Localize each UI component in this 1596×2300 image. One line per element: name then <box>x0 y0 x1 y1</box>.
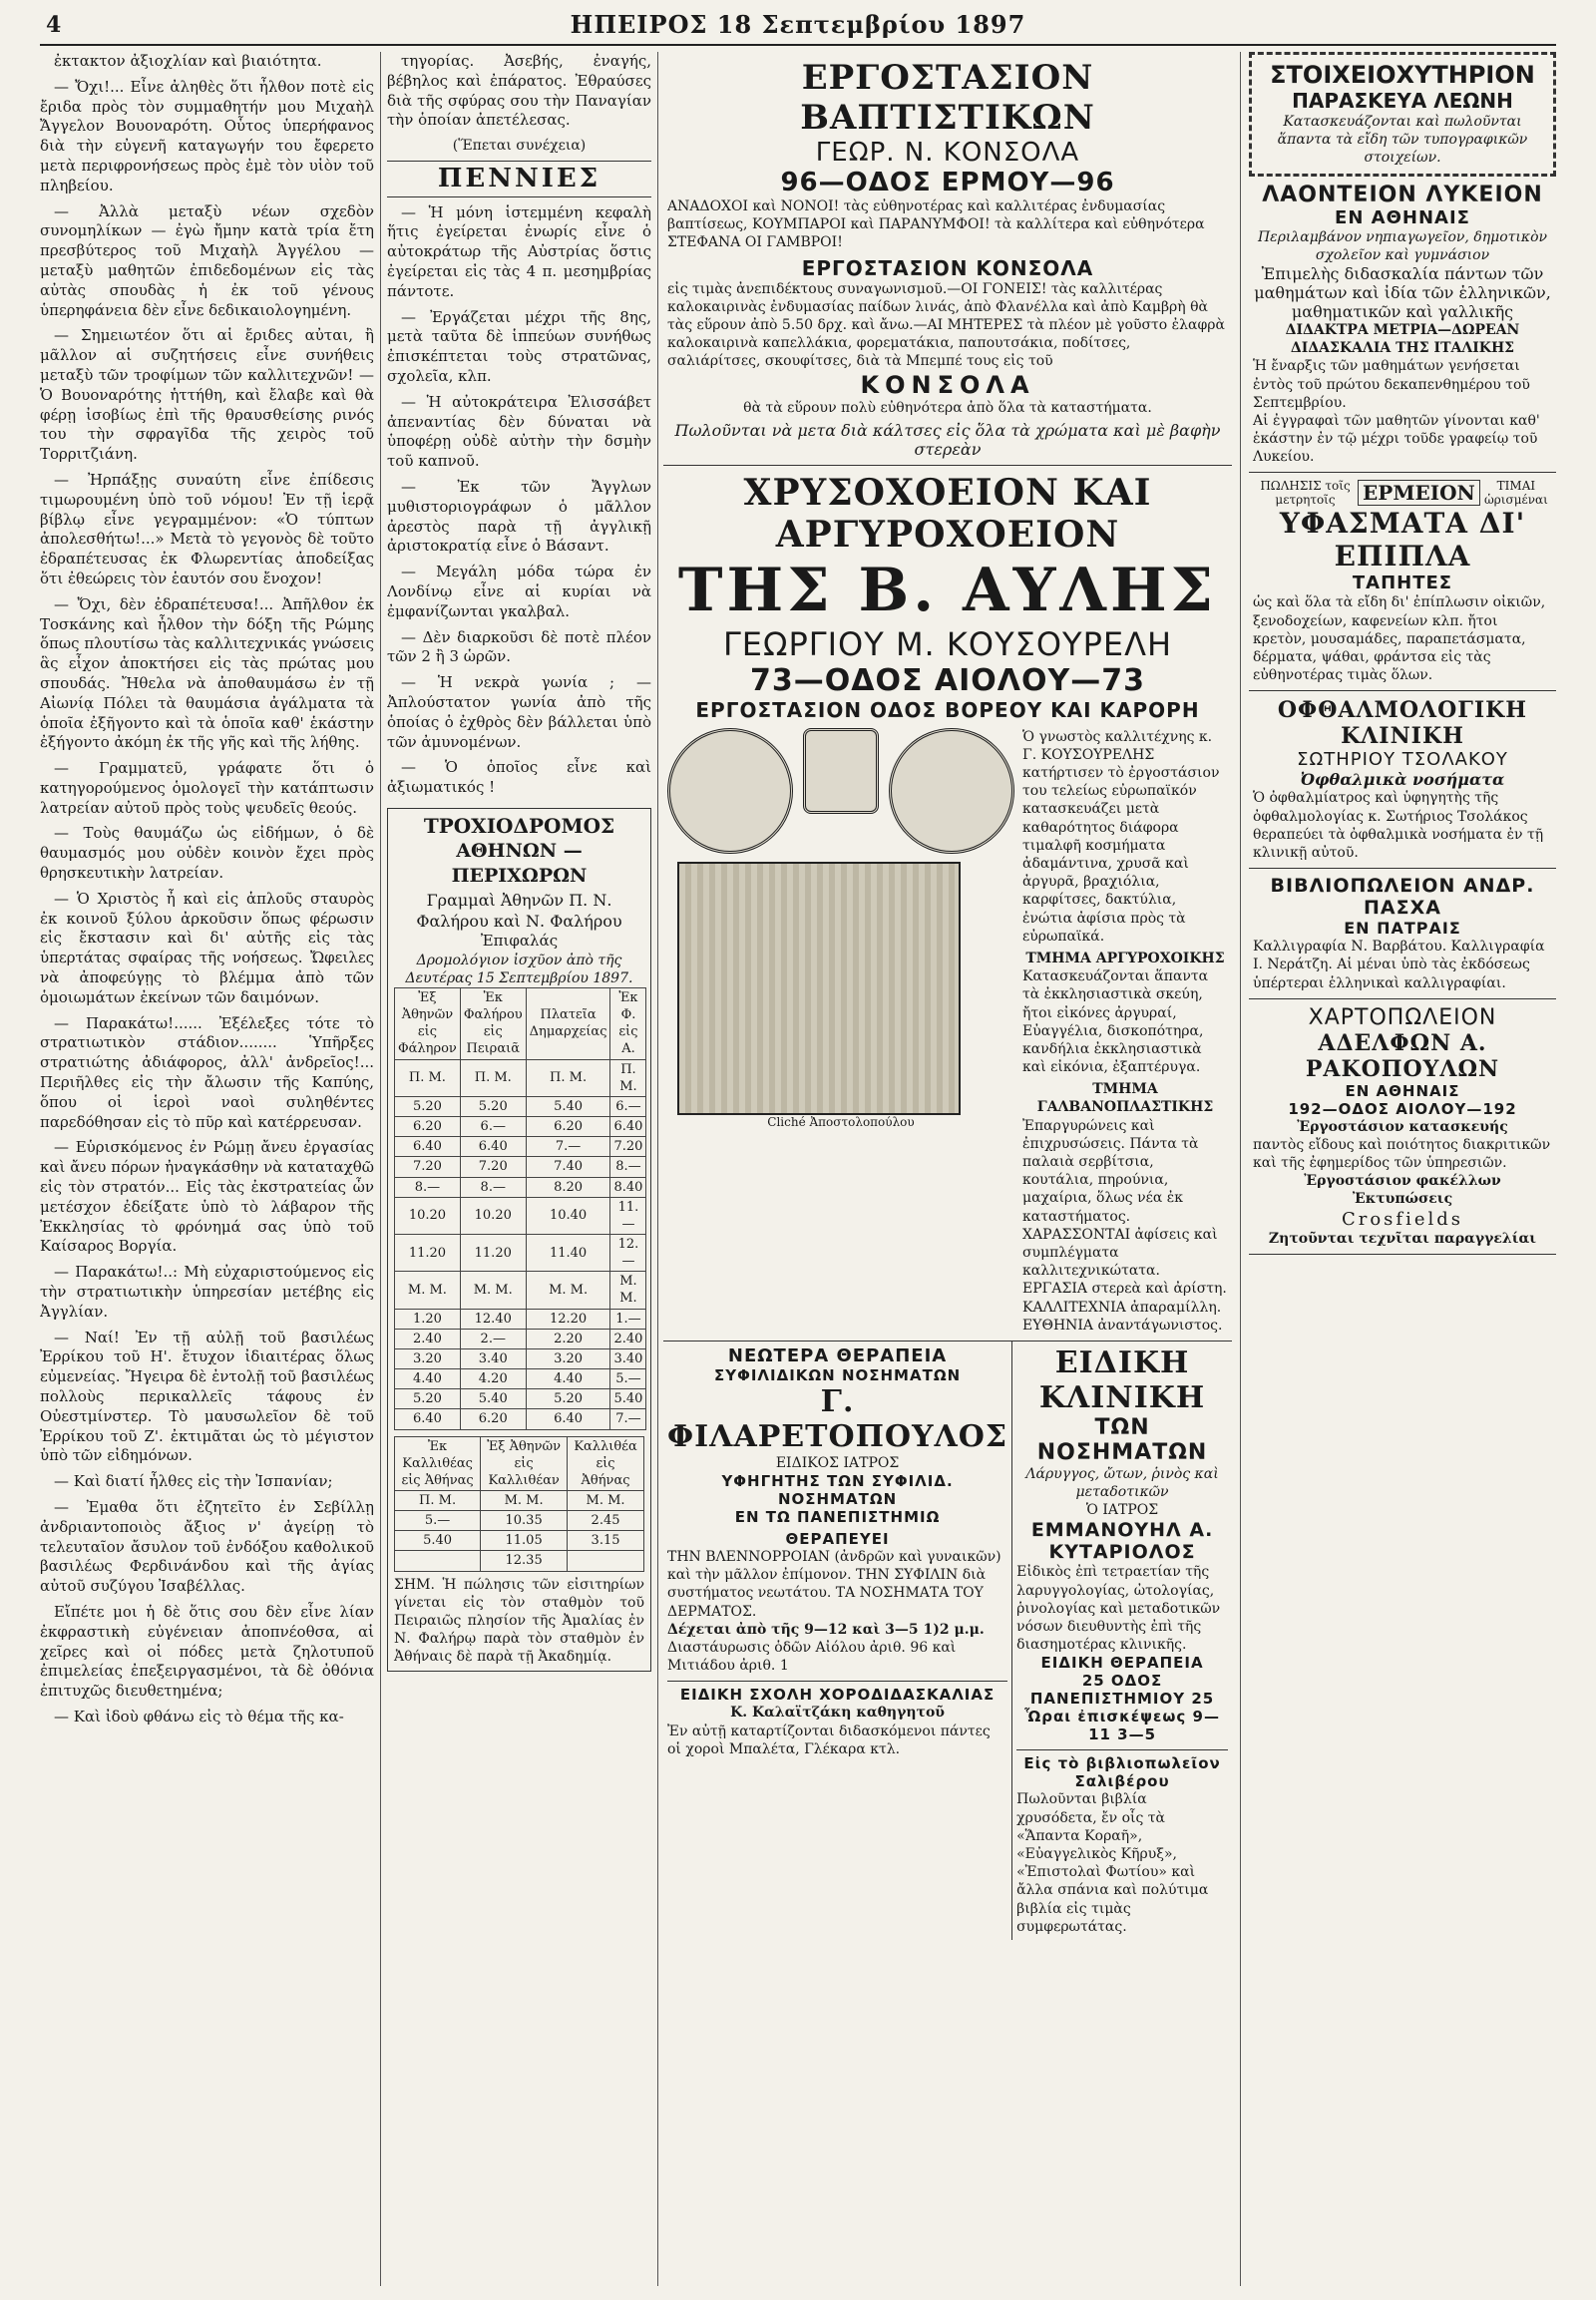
ad-syphilis <box>663 1342 1012 1940</box>
ad-text: ΑΝΑΔΟΧΟΙ καὶ ΝΟΝΟΙ! τὰς εὐθηνοτέρας καὶ καλλιτέρας ἐνδυμασίας βαπτίσεως, ΚΟΥΜΠΑΡΟΙ καὶ ΠΑΡΑΝΥΜΦΟΙ! τὰ καλλίτερα καὶ εὐθηνότερα ΣΤΕΦΑΝΑ ΟΙ ΓΑΜΒΡΟΙ! <box>667 198 1205 251</box>
time-cell: 5.— <box>395 1511 481 1531</box>
ad-baptism-factory <box>663 52 1232 466</box>
ad-text: Ἐπιμελὴς διδασκαλία πάντων τῶν μαθημάτων καὶ ἰδία τῶν ἑλληνικῶν, μαθηματικῶν καὶ γαλλικῆς <box>1254 263 1551 321</box>
article-paragraph: — Εὑρισκόμενος ἐν Ρώμῃ ἄνευ ἐργασίας καὶ ἄνευ πόρων ἠναγκάσθην νὰ καταταχθῶ εἰς τὸν στρατόν... Εἰς τὰς ἐκστρατείας ὧν μετέσχον ἐδείξατε ὑπὸ τὸ λάβαρον τῆς Ἐκκλησίας τὸ φρόνημά σας ὑπὸ τοῦ Καίσαρος Βοργία. <box>40 1138 374 1256</box>
ad-owner: ΓΕΩΡ. Ν. ΚΟΝΣΟΛΑ <box>815 138 1080 168</box>
ad-jeweler <box>663 466 1232 1342</box>
news-item: — Ἐκ τῶν Ἄγγλων μυθιστοριογράφων ὁ μᾶλλον ἀρεστὸς παρὰ τῇ ἀγγλικῇ ἀριστοκρατίᾳ εἶνε ὁ Βάσαντ. <box>387 478 651 556</box>
ad-doctor: Γ. ΦΙΛΑΡΕΤΟΠΟΥΛΟΣ <box>667 1383 1008 1454</box>
news-item: — Μεγάλη μόδα τώρα ἐν Λονδίνῳ εἶνε αἱ κυρίαι νὰ ἐμφανίζωνται γκαλβαλ. <box>387 563 651 620</box>
ad-text: Εἰδικὸς ἐπὶ τετραετίαν τῆς λαρυγγολογίας, ὠτολογίας, ῥινολογίας καὶ μεταδοτικῶν νόσων διευθυντὴς ἐπὶ τῆς διασημοτέρας κλινικῆς. <box>1016 1564 1221 1654</box>
news-item: — Ἐργάζεται μέχρι τῆς 8ης, μετὰ ταῦτα δὲ ἱππεύων συνήθως ἐπισκέπτεται τοὺς στρατῶνας, σχολεῖα, κλπ. <box>387 307 651 386</box>
timetable-header: Ἐκ Φαλήρου εἰς Πειραιᾶ <box>460 987 526 1059</box>
timetable-company: Ἐπιφαλάς <box>480 931 559 950</box>
ad-court: ΤΗΣ Β. ΑΥΛΗΣ <box>677 555 1218 625</box>
ad-illustration <box>667 728 1014 1129</box>
night-timetable <box>394 1436 644 1572</box>
time-cell: 5.40 <box>610 1389 646 1409</box>
ad-subtitle: ΤΜΗΜΑ ΑΡΓΥΡΟΧΟΙΚΗΣ <box>1025 950 1225 966</box>
ad-paper-shop <box>1249 999 1556 1255</box>
ad-text: ΧΑΡΑΣΣΟΝΤΑΙ ἀφίσεις καὶ συμπλέγματα καλλιτεχνικώτατα. <box>1022 1226 1218 1280</box>
article-paragraph: — Γραμματεῦ, γράφατε ὅτι ὁ κατηγορούμενος ὁμολογεῖ τὴν κατάπτωσιν λατρείαν αὐτοῦ πρὸς τοὺς ψευδεῖς θεούς. <box>40 759 374 817</box>
time-cell: 3.20 <box>395 1348 461 1368</box>
medal-icon <box>889 728 1014 854</box>
ad-text: Κατασκευάζονται καὶ πωλοῦνται ἅπαντα τὰ εἴδη τῶν τυπογραφικῶν στοιχείων. <box>1277 114 1528 167</box>
time-cell: 8.— <box>610 1157 646 1177</box>
table-row <box>395 1197 646 1234</box>
time-cell: 5.40 <box>395 1531 481 1551</box>
ad-owner: ΑΔΕΛΦΩΝ Α. ΡΑΚΟΠΟΥΛΩΝ <box>1305 1029 1500 1082</box>
time-cell: 8.— <box>395 1177 461 1197</box>
ad-post: ΤΙΜΑΙ ὡρισμέναι <box>1483 479 1548 508</box>
article-paragraph: τηγορίας. Ἀσεβής, ἐναγής, βέβηλος καὶ ἐπάρατος. Ἐθραύσες διὰ τῆς σφύρας σου τὴν Παναγίαν τὴν ὁποίαν ἀπετέλεσας. <box>387 52 651 130</box>
table-row <box>395 1389 646 1409</box>
time-cell: 6.20 <box>526 1117 610 1137</box>
ad-subtitle: ΤΜΗΜΑ ΓΑΛΒΑΝΟΠΛΑΣΤΙΚΗΣ <box>1036 1081 1214 1116</box>
ad-uni: ΕΝ ΤΩ ΠΑΝΕΠΙΣΤΗΜΙΩ <box>734 1508 941 1527</box>
time-cell: 12.20 <box>526 1309 610 1329</box>
time-cell: 5.40 <box>460 1389 526 1409</box>
ad-lyceum <box>1249 177 1556 474</box>
ad-details <box>1022 728 1228 1335</box>
article-paragraph: — Ἐμαθα ὅτι ἐζητεῖτο ἐν Σεβίλλῃ ἀνδριαντοποιὸς ἄξιος ν' ἀγείρῃ τὸ τελευταῖον ἄσυλον τοῦ ἐνδόξου καθολικοῦ βασιλέως Φερδινάνδου καὶ τῆς ἁγίας αὐτοῦ συζύγου Ἰσαβέλλας. <box>40 1497 374 1596</box>
time-cell: 2.40 <box>395 1329 461 1348</box>
ad-city: ΕΝ ΠΑΤΡΑΙΣ <box>1344 919 1461 939</box>
medal-icon <box>667 728 793 854</box>
ad-brand: Crosfields <box>1341 1208 1464 1230</box>
ad-factory: ΕΡΓΟΣΤΑΣΙΟΝ ΟΔΟΣ ΒΟΡΕΟΥ ΚΑΙ ΚΑΡΟΡΗ <box>695 697 1200 722</box>
time-cell: 11.20 <box>460 1234 526 1271</box>
time-cell: 7.40 <box>526 1157 610 1177</box>
ad-title: ΣΤΟΙΧΕΙΟΧΥΤΗΡΙΟΝ <box>1270 61 1535 89</box>
ad-address: 73—ΟΔΟΣ ΑΙΟΛΟΥ—73 <box>750 662 1145 698</box>
ad-title: ΒΙΒΛΙΟΠΩΛΕΙΟΝ ΑΝΔΡ. ΠΑΣΧΑ <box>1270 875 1535 920</box>
table-row <box>395 1137 646 1157</box>
ad-subtitle: ΕΡΓΟΣΤΑΣΙΟΝ ΚΟΝΣΟΛΑ <box>801 255 1094 280</box>
timetable-header: Ἐκ Καλλιθέας εἰς Ἀθήνας <box>395 1436 481 1490</box>
ad-sub: ΣΥΦΙΛΙΔΙΚΩΝ ΝΟΣΗΜΑΤΩΝ <box>713 1365 962 1384</box>
time-cell: 11.— <box>610 1197 646 1234</box>
ad-ermeion <box>1249 473 1556 691</box>
time-cell: 11.05 <box>481 1531 568 1551</box>
time-cell: 12.— <box>610 1234 646 1271</box>
ad-text: Καλλιγραφία Ν. Βαρβάτου. Καλλιγραφία Ι. Νεράτζη. Αἱ μέναι ὑπὸ τὰς ἐκδόσεως ὑπέρτεραι ἑλληνικαὶ καλλιγραφίαι. <box>1253 939 1545 991</box>
time-cell: 6.40 <box>610 1117 646 1137</box>
time-cell: 12.35 <box>481 1551 568 1571</box>
time-cell: 5.20 <box>395 1389 461 1409</box>
timetable-header: Ἐκ Φ. εἰς Α. <box>610 987 646 1059</box>
ad-hours: Ὧραι ἐπισκέψεως 9—11 3—5 <box>1024 1708 1220 1744</box>
ad-sub: ΤΩΝ ΝΟΣΗΜΑΤΩΝ <box>1036 1414 1208 1465</box>
ad-text: Ὁ ὀφθαλμίατρος καὶ ὑφηγητὴς τῆς ὀφθαλμολογίας κ. Σωτήριος Τσολάκος θεραπεύει τὰ ὀφθαλμικὰ νοσήματα ἐν τῇ κλινικῇ αὐτοῦ. <box>1253 790 1544 861</box>
time-cell: 10.20 <box>460 1197 526 1234</box>
time-cell: 2.40 <box>610 1329 646 1348</box>
ad-title: ΧΡΥΣΟΧΟΕΙΟΝ ΚΑΙ ΑΡΓΥΡΟΧΟΕΙΟΝ <box>743 471 1152 556</box>
ad-text: εἰς τιμὰς ἀνεπιδέκτους συναγωνισμοῦ.—ΟΙ ΓΟΝΕΙΣ! τὰς καλλιτέρας καλοκαιρινὰς ἐνδυμασίας παίδων λινάς, ἀπὸ Φλανέλλα καὶ ἀπὸ Καμβρὴ θὰ τὰς εὕρουν ἀπὸ 5.50 δρχ. καὶ ἄνω.—ΑΙ ΜΗΤΕΡΕΣ τὰ πλέον μὲ γοῦστο ἐλαφρὰ καλοκαιρινὰ καπελλάκια, φορεματάκια, παπουτσάκια, ποδίτσες, σαλιάρίτσες, σκουφίτσες, διὰ τὰ Μπεμπέ τους εἰς τοῦ <box>667 280 1225 370</box>
ad-text: Κατασκευάζονται ἅπαντα τὰ ἐκκλησιαστικὰ σκεύη, ἤτοι εἰκόνες ἀργυραί, Εὐαγγέλια, δισκοπότηρα, κανδήλια ἐκκλησιαστικὰ καὶ εἰκόνια, ἐξαπτέρυγα. <box>1022 968 1209 1076</box>
article-paragraph: — Ὄχι!... Εἶνε ἀληθὲς ὅτι ἦλθον ποτὲ εἰς ἔριδα πρὸς τὸν συμμαθητήν μου Μιχαὴλ Ἄγγελον Βουοναρότη. Οὗτος ὑπερήφανος διὰ τὴν εὐγενῆ καταγωγήν του ἔφερετο μετὰ περιφρονήσεως πρὸς ἐμὲ τὸν υἱὸν τοῦ πληβείου. <box>40 77 374 194</box>
timetable-route: ΑΘΗΝΩΝ — ΠΕΡΙΧΩΡΩΝ <box>451 840 588 888</box>
ad-pair-medical <box>663 1342 1232 1940</box>
ad-title: ΥΦΑΣΜΑΤΑ ΔΙ' ΕΠΙΠΛΑ <box>1279 507 1526 574</box>
ad-address: 192—ΟΔΟΣ ΑΙΟΛΟΥ—192 <box>1288 1099 1517 1118</box>
ad-text: Ἐπαργυρώνεις καὶ ἐπιχρυσώσεις. Πάντα τὰ παλαιὰ σερβίτσια, κουτάλια, πηρούνια, μαχαίρια, ὅλως νέα ἐκ καταστήματος. <box>1022 1117 1199 1225</box>
ad-books-title: Εἰς τὸ βιβλιοπωλεῖον Σαλιβέρου <box>1016 1749 1228 1790</box>
time-cell: 6.20 <box>460 1409 526 1429</box>
timetable-header: Καλλιθέα εἰς Ἀθήνας <box>568 1436 644 1490</box>
article-paragraph: — Παρακάτω!...... Ἐξέλεξες τότε τὸ στρατιωτικὸν στάδιον........ Ὑπῆρξες στρατιώτης ἀδιάφορος, ἀλλ' ἀνδρεῖος!... Περιῆλθες εἰς τὴν ἄλωσιν τῆς Καπύης, ὅπου οἱ ἱεροὶ ναοὶ συληθέντες παρεδόθησαν εἰς τὸ πῦρ καὶ κατέρρευσαν. <box>40 1013 374 1131</box>
ad-text: ΤΗΝ ΒΛΕΝΝΟΡΡΟΙΑΝ (ἀνδρῶν καὶ γυναικῶν) καὶ τὴν μᾶλλον ἐπίμονον. ΤΗΝ ΣΥΦΙΛΙΝ διὰ συστήματος νεωτάτου. ΤΑ ΝΟΣΗΜΑΤΑ ΤΟΥ ΔΕΡΜΑΤΟΣ. <box>667 1549 1001 1620</box>
table-row <box>395 1117 646 1137</box>
ad-books-text: Πωλοῦνται βιβλία χρυσόδετα, ἔν οἷς τὰ «Ἅπαντα Κοραῆ», «Εὐαγγελικὸς Κῆρυξ», «Ἐπιστολαὶ Φωτίου» καὶ ἄλλα σπάνια καὶ πολύτιμα βιβλία εἰς τιμὰς συμφερωτάτας. <box>1016 1791 1209 1935</box>
article-paragraph: — Ὄχι, δὲν ἐδραπέτευσα!... Ἀπῆλθον ἐκ Τοσκάνης καὶ ἦλθον τὴν δόξη τῆς Ρώμης ὅπως πλουτίσω τὰς καλλιτεχνικάς γνώσεις ἃς εἶχον ἀποκτήσει εἰς τὰς πρώτας μου σπουδάς. Ἤθελα νὰ ἀποθαυμάσω ἐν τῇ Αἰωνίᾳ Πόλει τὰ θαυμάσια ἀγάλματα τὰ ὁποῖα ἐξῆγοντο καὶ τὰ ὁποῖα καθ' ἑκάστην ἐξήγοντο ἀκόμη ἐκ τῆς γῆς καὶ τῆς λήθης. <box>40 594 374 752</box>
timetable-footer: ΣΗΜ. Ἡ πώλησις τῶν εἰσιτηρίων γίνεται εἰς τὸν σταθμὸν τοῦ Πειραιῶς πλησίον τῆς Ἀμαλίας ἐν Ν. Φαλήρῳ παρὰ τὸν σταθμὸν ἐν Ἀθήναις δὲ παρὰ τῇ Ἀκαδημίᾳ. <box>394 1576 644 1666</box>
time-cell: 4.20 <box>460 1369 526 1389</box>
news-item: — Ὁ ὁποῖος εἶνε καὶ ἀξιωματικός ! <box>387 758 651 797</box>
ad-note: θὰ τὰ εὕρουν πολὺ εὐθηνότερα ἀπὸ ὅλα τὰ καταστήματα. <box>743 399 1152 416</box>
time-cell: 10.40 <box>526 1197 610 1234</box>
ad-therapy: ΘΕΡΑΠΕΥΕΙ <box>785 1530 890 1549</box>
masthead <box>40 8 1556 46</box>
ad-dance-title: ΕΙΔΙΚΗ ΣΧΟΛΗ ΧΟΡΟΔΙΔΑΣΚΑΛΙΑΣ <box>667 1681 1007 1704</box>
timetable-header: Πλατεῖα Δημαρχείας <box>526 987 610 1059</box>
article-paragraph: — Τοὺς θαυμάζω ὡς εἰδήμων, ὁ δὲ θαυμασμός μου οὐδὲν κοινὸν ἔχει πρὸς θρησκευτικὴν λατρείαν. <box>40 824 374 883</box>
article-column-2 <box>387 52 651 2286</box>
ad-ophthalmic <box>1249 691 1556 869</box>
article-paragraph: — Καὶ ἰδοὺ φθάνω εἰς τὸ θέμα τῆς κα- <box>54 1707 344 1725</box>
ad-title: ΟΦΘΑΛΜΟΛΟΓΙΚΗ ΚΛΙΝΙΚΗ <box>1277 697 1528 750</box>
ad-subtitle: ΤΑΠΗΤΕΣ <box>1352 573 1453 594</box>
news-item: — Ἡ μόνη ἱστεμμένη κεφαλὴ ἥτις ἐγείρεται ἐνωρίς εἶνε ὁ αὐτοκράτωρ τῆς Αὐστρίας ὅστις ἐγείρεται εἰς τὰς 4 π. μεσημβρίας πάντοτε. <box>387 202 651 300</box>
time-cell: 1.— <box>610 1309 646 1329</box>
time-cell: 7.— <box>610 1409 646 1429</box>
time-cell: 6.40 <box>460 1137 526 1157</box>
article-paragraph: Εἴπέτε μοι ἡ δὲ ὅτις σου δὲν εἶνε λίαν ἐκφραστικὴ εὐγένειαν ἀποπνέοθσα, αἱ χεῖρες καὶ οἱ πόδες μετὰ ζηλοτυποῦ ἐπιμελείας ἐπεξειργασμένοι, τὰ δὲ ὀθόνια ἐπιτυχῶς διευθετημένα; <box>40 1602 374 1701</box>
timetable-label: Μ. Μ. <box>460 1272 526 1309</box>
table-row <box>395 1234 646 1271</box>
column-rule <box>380 52 381 2286</box>
ad-hours: Δέχεται ἀπὸ τῆς 9—12 καὶ 3—5 1)2 μ.μ. <box>667 1621 985 1638</box>
ad-title: ΕΡΓΟΣΤΑΣΙΟΝ ΒΑΠΤΙΣΤΙΚΩΝ <box>800 58 1095 138</box>
article-paragraph: — Ὁ Χριστὸς ἦ καὶ εἰς ἁπλοῦς σταυρὸς ἐκ κοινοῦ ξύλου ἀρκοῦσιν ὅπως φέρωσιν εἰς ἔκστασιν καὶ δι' αὐτῆς εἰς τὰς ὑπερτάτας σφαίρας τῆς νοήσεως. Ὤφειλες νὰ ἀποφεύγῃς τὸ βλέμμα ἀπὸ τῶν ὁμοιωμάτων ἐκείνων τῶν δαιμόνων. <box>40 889 374 1006</box>
timetable-label: Π. Μ. <box>610 1059 646 1096</box>
time-cell: 8.20 <box>526 1177 610 1197</box>
ad-sub: Ἐργοστάσιον φακέλλων <box>1304 1173 1501 1190</box>
time-cell: 6.40 <box>395 1137 461 1157</box>
section-title-pennies: ΠΕΝΝΙΕΣ <box>387 161 651 196</box>
time-cell: 5.20 <box>526 1389 610 1409</box>
ad-role: ΕΙΔΙΚΟΣ ΙΑΤΡΟΣ <box>775 1454 900 1471</box>
time-cell: 6.20 <box>395 1117 461 1137</box>
ad-body <box>667 728 1228 1335</box>
table-row <box>395 1551 644 1571</box>
timetable-lines: Γραμμαὶ Ἀθηνῶν Π. Ν. Φαλήρου καὶ Ν. Φαλήρου <box>416 890 622 931</box>
time-cell: 7.20 <box>395 1157 461 1177</box>
time-cell: 5.20 <box>460 1096 526 1116</box>
ad-pre: ΠΩΛΗΣΙΣ τοῖς μετρητοῖς <box>1260 479 1351 508</box>
table-row <box>395 1511 644 1531</box>
time-cell: 2.45 <box>568 1511 644 1531</box>
time-cell: 10.20 <box>395 1197 461 1234</box>
timetable-label: Μ. Μ. <box>526 1272 610 1309</box>
column-rule <box>657 52 658 2286</box>
ad-title: ΛΑΟΝΤΕΙΟΝ ΛΥΚΕΙΟΝ <box>1262 182 1543 207</box>
ad-type-foundry <box>1249 52 1556 177</box>
timetable-label: Μ. Μ. <box>481 1491 568 1511</box>
table-row <box>395 1157 646 1177</box>
time-cell: 7.20 <box>460 1157 526 1177</box>
time-cell: 7.20 <box>610 1137 646 1157</box>
newspaper-title: ΗΠΕΙΡΟΣ 18 Σεπτεμβρίου 1897 <box>570 10 1026 39</box>
article-paragraph: — Ναί! Ἐν τῇ αὐλῇ τοῦ βασιλέως Ἐρρίκου τοῦ Η'. ἔτυχον ἰδιαιτέρας ὅλως εὐμενείας. Ἤγειρα δὲ ἐντολῇ τοῦ βασιλέως πολλοὺς περικαλλεῖς τάφους ἐν Οὐεστμίνστερ. Τὸ μαυσωλεῖον δὲ τοῦ Ἐρρίκου τοῦ Ζ'. ἐκτιμᾶται ὡς τὸ μέγιστον ὑπὸ τῶν εἰδημόνων. <box>40 1328 374 1465</box>
ad-address: Διαστάυρωσις ὁδῶν Αἰόλου ἀριθ. 96 καὶ Μιτιάδου ἀριθ. 1 <box>667 1640 957 1675</box>
time-cell: 3.40 <box>460 1348 526 1368</box>
article-paragraph: — Ἠρπάξῃς συναύτη εἶνε ἐπίδεσις τιμωρουμένη ὑπὸ τοῦ νόμου! Ἐν τῇ ἱερᾷ βίβλῳ εἶνε γεγραμμένον: «Ὁ τύπτων ἀπολεσθήτω!...» Μετὰ τὸ γεγονὸς δὲ τοῦτο ἐδραπέτευσας ἐκ Φλωρεντίας ἀποδείξας ὅτι ἐθεώρεις τὸν ἑαυτόν σου ἔνοχον! <box>40 470 374 587</box>
ad-doctor: ΕΜΜΑΝΟΥΗΛ Α. ΚΥΤΑΡΙΟΛΟΣ <box>1030 1519 1214 1564</box>
ad-address: 96—ΟΔΟΣ ΕΡΜΟΥ—96 <box>780 168 1115 197</box>
timetable-table <box>394 987 646 1430</box>
ad-owner: ΓΕΩΡΓΙΟΥ Μ. ΚΟΥΣΟΥΡΕΛΗ <box>722 624 1173 663</box>
time-cell: 6.40 <box>395 1409 461 1429</box>
ad-text: παντὸς εἴδους καὶ ποιότητος διακριτικῶν καὶ τῆς ἐφημερίδος τῶν ὑπηρεσιῶν. <box>1253 1136 1551 1172</box>
ad-city: ΕΝ ΑΘΗΝΑΙΣ <box>1335 206 1470 228</box>
advertisements-center <box>663 52 1232 2286</box>
time-cell: 4.40 <box>526 1369 610 1389</box>
news-item: — Δὲν διαρκοῦσι δὲ ποτὲ πλέον τῶν 2 ἢ 3 ὡρῶν. <box>387 627 651 666</box>
article-paragraph: — Σημειωτέον ὅτι αἱ ἔριδες αὐται, ἢ μᾶλλον αἱ συζητήσεις εἶνε συνήθεις μεταξὺ τῶν τροφίμων τῶν καλλιτεχνῶν! — Ὁ Βουοναρότης ἡττήθη, καὶ ἔλαβε καὶ θὰ φέρῃ ἰσοβίως ἐπὶ τῆς θραυσθείσης ρινός του τὴν σφραγῖδα τῆς χειρὸς τοῦ Τορριτζιάνη. <box>40 326 374 464</box>
timetable-label: Π. Μ. <box>395 1059 461 1096</box>
article-paragraph: — Παρακάτω!..: Μὴ εὐχαριστούμενος εἰς τὴν στρατιωτικὴν ὑπηρεσίαν μετέβης εἰς Ἀγγλίαν. <box>40 1263 374 1321</box>
ad-therapy: ΕΙΔΙΚΗ ΘΕΡΑΠΕΙΑ <box>1040 1654 1204 1673</box>
crest-icon <box>803 728 879 814</box>
advertisements-right <box>1249 52 1556 2286</box>
ad-dance-text: Ἐν αὐτῇ καταρτίζονται διδασκόμενοι πάντες οἱ χοροὶ Μπαλέτα, Γλέκαρα κτλ. <box>667 1723 991 1757</box>
timetable-label: Μ. Μ. <box>610 1272 646 1309</box>
table-row <box>395 1177 646 1197</box>
safe-illustration <box>677 862 961 1115</box>
timetable-title: ΤΡΟΧΙΟΔΡΟΜΟΣ <box>423 814 615 838</box>
table-row <box>395 1409 646 1429</box>
article-column-1 <box>40 52 374 2286</box>
time-cell <box>568 1551 644 1571</box>
ad-footer: Ζητοῦνται τεχνῖται παραγγελίαι <box>1268 1230 1537 1247</box>
ad-doctor: ΣΩΤΗΡΙΟΥ ΤΣΟΛΑΚΟΥ <box>1297 749 1508 771</box>
time-cell: 10.35 <box>481 1511 568 1531</box>
ad-bio: ΥΦΗΓΗΤΗΣ ΤΩΝ ΣΥΦΙΛΙΔ. ΝΟΣΗΜΑΤΩΝ <box>721 1472 954 1509</box>
continuation-note: (Ἕπεται συνέχεια) <box>452 138 587 155</box>
ad-role: Ὁ ΙΑΤΡΟΣ <box>1085 1502 1159 1519</box>
ad-top: ΕΙΔΙΚΗ ΚΛΙΝΙΚΗ <box>1038 1344 1206 1415</box>
time-cell: 6.— <box>610 1096 646 1116</box>
time-cell: 7.— <box>526 1137 610 1157</box>
table-row <box>395 1531 644 1551</box>
time-cell: 5.20 <box>395 1096 461 1116</box>
column-rule <box>1240 52 1241 2286</box>
time-cell: 8.— <box>460 1177 526 1197</box>
time-cell: 2.— <box>460 1329 526 1348</box>
timetable-header: Ἐξ Ἀθηνῶν εἰς Καλλιθέαν <box>481 1436 568 1490</box>
news-item: — Ἡ αὐτοκράτειρα Ἐλισσάβετ ἀπεναντίας δὲν δύναται νὰ ὑποφέρῃ οὐδὲ αὐτὴν τὴν δσμὴν τοῦ καπνοῦ. <box>387 392 651 471</box>
table-row <box>395 1096 646 1116</box>
timetable-label: Π. Μ. <box>526 1059 610 1096</box>
time-cell: 8.40 <box>610 1177 646 1197</box>
ad-dye-note: Πωλοῦνται νὰ μετα διὰ κάλτσες εἰς ὅλα τὰ χρώματα καὶ μὲ βαφὴν στερεὰν <box>674 420 1221 459</box>
timetable-label: Μ. Μ. <box>568 1491 644 1511</box>
ad-text: Περιλαμβάνον νηπιαγωγεῖον, δημοτικὸν σχολεῖον καὶ γυμνάσιον <box>1257 228 1548 263</box>
time-cell: 1.20 <box>395 1309 461 1329</box>
ad-sub: Ἐκτυπώσεις <box>1352 1191 1453 1208</box>
time-cell: 5.— <box>610 1369 646 1389</box>
timetable-label: Π. Μ. <box>395 1491 481 1511</box>
table-row <box>395 1309 646 1329</box>
time-cell: 2.20 <box>526 1329 610 1348</box>
ad-text: ΕΡΓΑΣΙΑ στερεὰ καὶ ἀρίστη. ΚΑΛΛΙΤΕΧΝΙΑ ἀπαραμίλλη. ΕΥΘΗΝΙΑ ἀναντάγωνιστος. <box>1022 1281 1227 1334</box>
time-cell: 3.40 <box>610 1348 646 1368</box>
article-paragraph: — Καὶ διατί ἦλθες εἰς τὴν Ἰσπανίαν; <box>54 1472 333 1491</box>
ad-text: Ὁ γνωστὸς καλλιτέχνης κ. Γ. ΚΟΥΣΟΥΡΕΛΗΣ κατήρτισεν τὸ ἐργοστάσιον του τελείως εὐρωπαϊκόν κατασκευάζει μετὰ καθαρότητος διάφορα τιμαλφῆ κοσμήματα ἀδαμάντινα, χρυσᾶ καὶ ἀργυρᾶ, βραχιόλια, καρφίτσες, δακτύλια, ἐνώτια ἀφίσια πρὸς τὰ εὐρωπαϊκά. <box>1022 728 1220 945</box>
timetable-label: Π. Μ. <box>460 1059 526 1096</box>
ad-text: Ἡ ἔναρξις τῶν μαθημάτων γενήσεται ἐντὸς τοῦ πρώτου δεκαπενθημέρου τοῦ Σεπτεμβρίου. <box>1253 358 1530 411</box>
time-cell: 6.40 <box>526 1409 610 1429</box>
ad-brand: ΚΟΝΣΟΛΑ <box>860 370 1035 399</box>
ad-sub: Ἐργοστάσιον κατασκευής <box>1297 1118 1508 1135</box>
ad-bookshop <box>1249 869 1556 999</box>
tram-timetable <box>387 808 651 1672</box>
ad-text: Αἱ ἐγγραφαὶ τῶν μαθητῶν γίνονται καθ' ἑκάστην ἐν τῷ μέχρι τοῦδε γραφείῳ τοῦ Λυκείου. <box>1253 412 1540 466</box>
ad-clinic <box>1012 1342 1232 1940</box>
table-row <box>395 1369 646 1389</box>
page-number: 4 <box>46 12 62 38</box>
news-item: — Ἡ νεκρὰ γωνία ; — Ἀπλούστατον γωνία ἀπὸ τῆς ὁποίας ὁ ἐχθρὸς δὲν βάλλεται ὑπὸ τῶν ἀμυνομένων. <box>387 673 651 751</box>
ad-owner: ΠΑΡΑΣΚΕΥΑ ΛΕΩΝΗ <box>1292 89 1513 113</box>
ad-top: ΝΕΩΤΕΡΑ ΘΕΡΑΠΕΙΑ <box>727 1344 948 1366</box>
time-cell: 12.40 <box>460 1309 526 1329</box>
ad-fees: ΔΙΔΑΚΤΡΑ ΜΕΤΡΙΑ—ΔΩΡΕΑΝ ΔΙΔΑΣΚΑΛΙΑ ΤΗΣ ΙΤΑΛΙΚΗΣ <box>1285 321 1520 357</box>
timetable-header: Ἐξ Ἀθηνῶν εἰς Φάληρον <box>395 987 461 1059</box>
ad-brand: ΕΡΜΕΙΟΝ <box>1358 480 1480 506</box>
timetable-label: Μ. Μ. <box>395 1272 461 1309</box>
cliche-credit: Cliché Ἀποστολοπούλου <box>767 1114 915 1129</box>
ad-dance-name: Κ. Καλαϊτζάκη καθηγητοῦ <box>730 1705 946 1722</box>
ad-address: 25 ΟΔΟΣ ΠΑΝΕΠΙΣΤΗΜΙΟΥ 25 <box>1029 1672 1215 1709</box>
time-cell: 6.— <box>460 1117 526 1137</box>
table-row <box>395 1348 646 1368</box>
article-paragraph: — Ἀλλὰ μεταξὺ νέων σχεδὸν συνομηλίκων — ἐγὼ ἤμην κατὰ τρία ἔτη πρεσβύτερος τοῦ Μιχαὴλ Ἀγγέλου — μεταξὺ μαθητῶν ἐπιδεδομένων εἰς τὰς αὐτὰς σπουδὰς ἡ ἐκ τοῦ γένους ὑπερηφάνεια δὲν εἶνε δεδικαιολογημένη. <box>40 201 374 319</box>
ad-city: ΕΝ ΑΘΗΝΑΙΣ <box>1345 1081 1460 1100</box>
table-row <box>395 1329 646 1348</box>
time-cell: 5.40 <box>526 1096 610 1116</box>
time-cell <box>395 1551 481 1571</box>
time-cell: 3.20 <box>526 1348 610 1368</box>
ad-text: ὡς καὶ ὅλα τὰ εἴδη δι' ἐπίπλωσιν οἰκιῶν, ξενοδοχείων, καφενείων κλπ. ἤτοι κρετὸν, μουσαμάδες, παραπετάσματα, δέρματα, ψάθαι, φράντσα εἰς τὰς εὐθηνοτέρας τιμὰς ὅλων. <box>1253 594 1546 684</box>
ad-sub: Ὀφθαλμικὰ νοσήματα <box>1300 770 1505 790</box>
ad-organs: Λάρυγγος, ὤτων, ῥινὸς καὶ μεταδοτικῶν <box>1025 1465 1219 1501</box>
time-cell: 11.20 <box>395 1234 461 1271</box>
time-cell: 4.40 <box>395 1369 461 1389</box>
timetable-note: Δρομολόγιον ἰσχῦον ἀπὸ τῆς Δευτέρας 15 Σεπτεμβρίου 1897. <box>405 952 633 986</box>
ad-title: ΧΑΡΤΟΠΩΛΕΙΟΝ <box>1308 1004 1497 1030</box>
article-paragraph: ἐκτακτον ἀξιοχλίαν καὶ βιαιότητα. <box>54 52 322 70</box>
time-cell: 3.15 <box>568 1531 644 1551</box>
time-cell: 11.40 <box>526 1234 610 1271</box>
